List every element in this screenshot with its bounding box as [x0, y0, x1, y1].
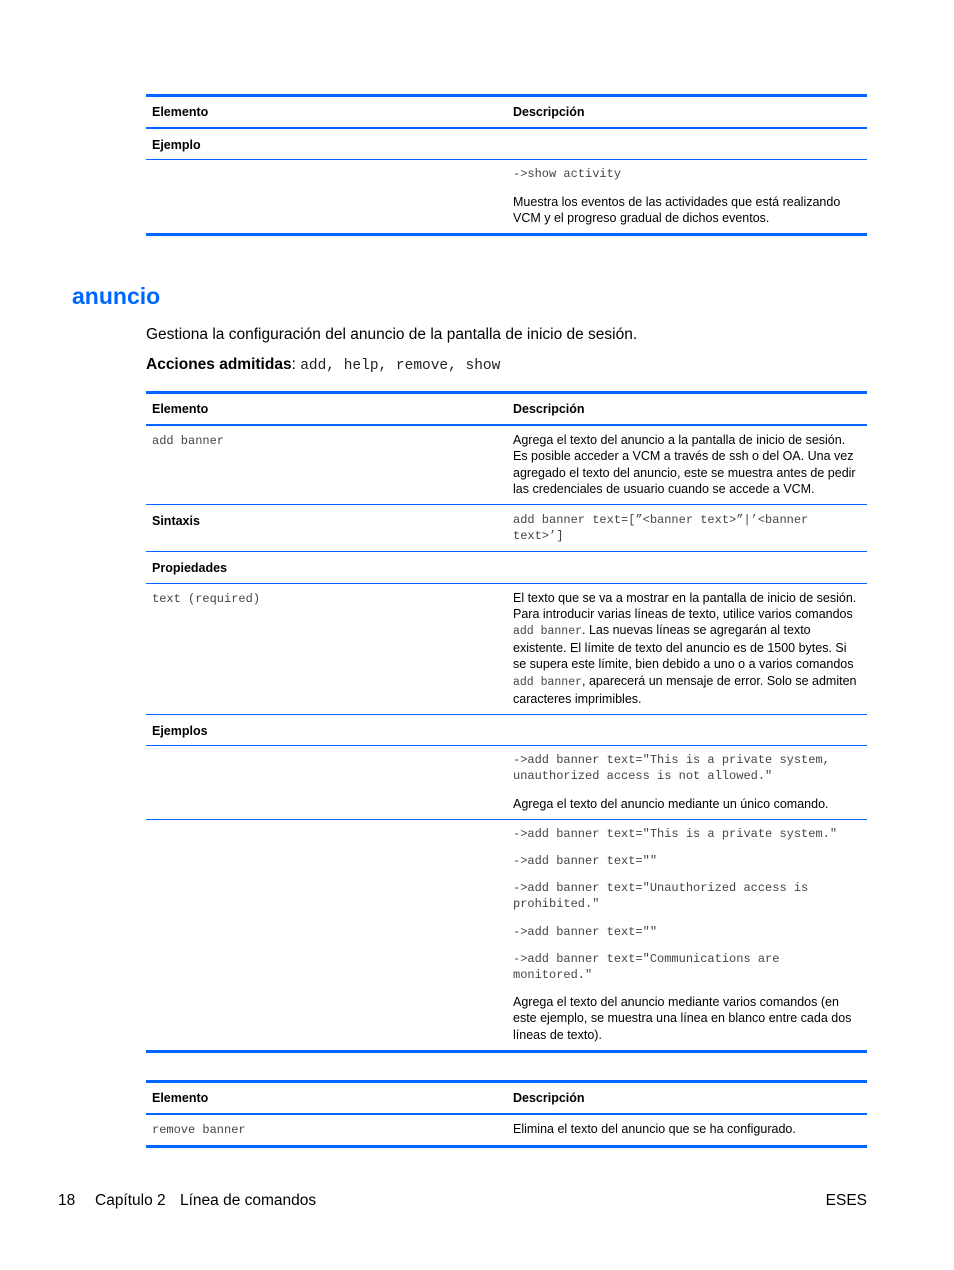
chapter-label: Capítulo 2: [95, 1192, 166, 1209]
example-table: [146, 94, 867, 236]
example-description: Agrega el texto del anuncio mediante un único comando.: [513, 796, 829, 811]
page-number: 18: [58, 1192, 76, 1209]
section-title: anuncio: [72, 283, 161, 309]
example-code: ->add banner text="This is a private system.": [513, 826, 838, 841]
group-row: [146, 715, 867, 746]
header-description: Descripción: [513, 402, 585, 416]
header-element: Elemento: [152, 1091, 209, 1105]
example-description: Muestra los eventos de las actividades que está realizando VCM y el progreso gradual de dichos eventos.: [513, 194, 841, 225]
locale-code: ESES: [825, 1192, 867, 1209]
group-row: [146, 128, 867, 160]
examples-label: Ejemplos: [146, 715, 507, 746]
example-code: ->add banner text="": [513, 854, 658, 869]
table-row: [146, 425, 867, 504]
example-code: ->add banner text="This is a private system, unauthorized access is not allowed.": [513, 753, 830, 784]
table-header-row: [146, 1082, 867, 1115]
chapter-title: Línea de comandos: [180, 1192, 317, 1209]
actions-separator: :: [291, 356, 301, 373]
table-header-row: [146, 96, 867, 129]
remove-banner-table: [146, 1080, 867, 1148]
header-description: Descripción: [513, 1091, 585, 1105]
group-row: [146, 552, 867, 583]
text-property-element: text (required): [146, 583, 507, 714]
example-code: ->add banner text="Unauthorized access is prohibited.": [513, 881, 809, 912]
example-description: Agrega el texto del anuncio mediante varios comandos (en este ejemplo, se muestra una línea en blanco entre cada dos líneas de texto).: [513, 995, 852, 1042]
table-row: [146, 160, 867, 235]
remove-banner-description: Elimina el texto del anuncio que se ha configurado.: [507, 1114, 867, 1147]
header-element: Elemento: [152, 105, 209, 119]
table-row: [146, 1114, 867, 1147]
add-banner-description: Agrega el texto del anuncio a la pantalla de inicio de sesión. Es posible acceder a VCM a través de ssh o del OA. Una vez agregado el texto del anuncio, este se muestra antes de pedir las credenciales de usuario cuando se accede a VCM.: [507, 425, 867, 504]
supported-actions: [146, 356, 500, 374]
section-intro: Gestiona la configuración del anuncio de la pantalla de inicio de sesión.: [146, 326, 638, 343]
table-row: [146, 583, 867, 714]
group-label: Ejemplo: [146, 128, 507, 160]
header-description: Descripción: [513, 105, 585, 119]
table-row: [146, 746, 867, 820]
actions-value: add, help, remove, show: [300, 358, 501, 374]
syntax-row: [146, 505, 867, 552]
example-code: ->show activity: [513, 167, 622, 182]
example-code: ->add banner text="": [513, 924, 658, 939]
properties-label: Propiedades: [146, 552, 507, 583]
syntax-label: Sintaxis: [146, 505, 507, 552]
header-element: Elemento: [152, 402, 209, 416]
example-code: ->add banner text="Communications are monitored.": [513, 951, 780, 983]
remove-banner-element: remove banner: [146, 1114, 507, 1147]
table-header-row: [146, 393, 867, 426]
add-banner-element: add banner: [146, 425, 507, 504]
table-row: [146, 819, 867, 1051]
text-property-description: El texto que se va a mostrar en la pantalla de inicio de sesión. Para introducir varias líneas de texto, utilice varios comandos add banner. Las nuevas líneas se agregarán al texto existente. El límite de texto del anuncio es de 1500 bytes. Si se supera este límite, bien debido a uno o a varios comandos add banner, aparecerá un mensaje de error. Solo se admiten caracteres imprimibles.: [507, 583, 867, 714]
actions-label: Acciones admitidas: [146, 356, 292, 373]
add-banner-table: [146, 391, 867, 1053]
syntax-value: add banner text=[”<banner text>”|’<banner text>’]: [507, 505, 867, 552]
